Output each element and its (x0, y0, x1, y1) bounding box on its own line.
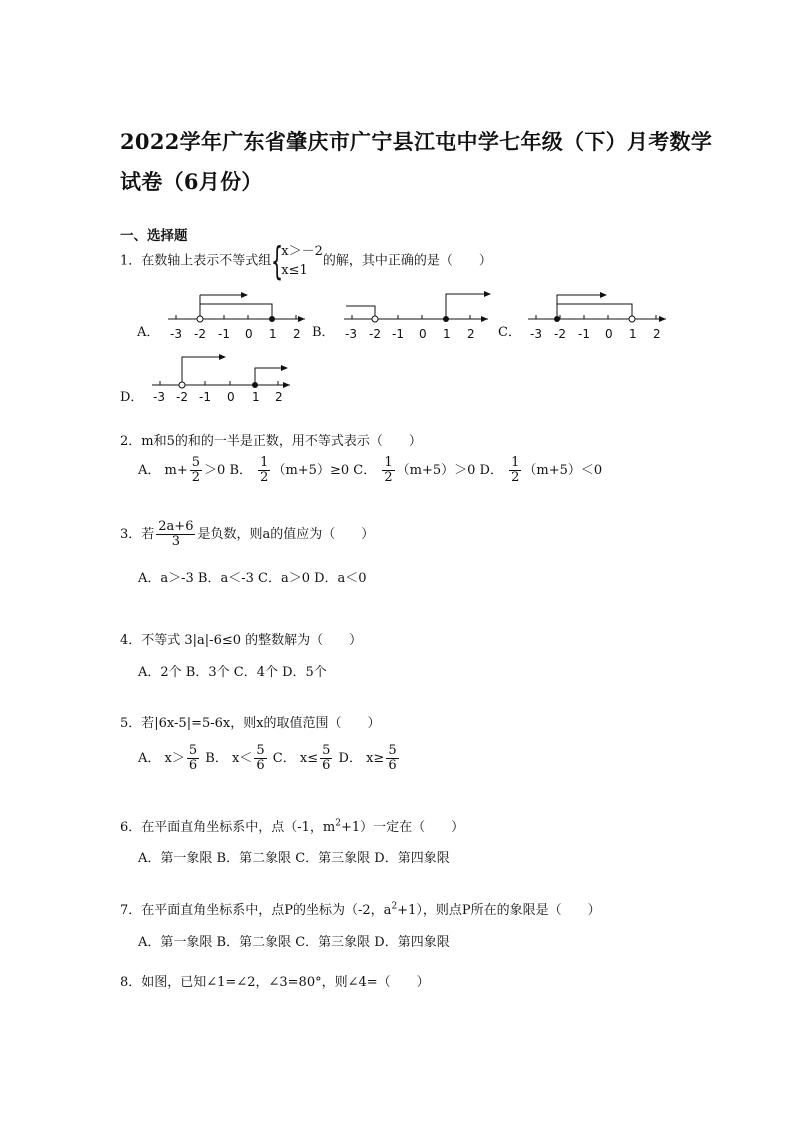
tick-label: -1 (578, 327, 590, 341)
tick-label: 2 (275, 390, 283, 404)
fraction: $\frac{5}{6}$ (322, 743, 331, 773)
tick-label: 2 (467, 327, 475, 341)
option-a-tail: ＞0 (204, 463, 226, 478)
section-heading: 一、选择题 (120, 228, 188, 244)
fraction: $\frac{1}{2}$ (511, 455, 520, 485)
q3-options: A．a＞-3 B．a＜-3 C．a＞0 D．a＜0 (138, 571, 367, 586)
tick-label: -3 (530, 327, 542, 341)
q6-stem: 6．在平面直角坐标系中，点（-1，m (120, 820, 336, 835)
tick-label: -3 (345, 327, 357, 341)
tick-label: 0 (419, 327, 427, 341)
q1-prefix: 1．在数轴上表示不等式组 (120, 253, 272, 269)
question-8: 8．如图，已知∠1=∠2，∠3=80°，则∠4=（ ） (120, 975, 430, 990)
option-b-expr: x＜ (232, 751, 253, 766)
tick-label: 2 (293, 327, 301, 341)
option-a-expr: m+ (164, 463, 188, 478)
option-label: A． (138, 751, 161, 766)
superscript: 2 (391, 901, 398, 912)
tick-label: -2 (554, 327, 566, 341)
question-4: 4．不等式 3|a|-6≤0 的整数解为（ ） (120, 633, 363, 648)
option-c-tail: （m+5）＞0 (396, 463, 476, 478)
option-d-tail: （m+5）＜0 (523, 463, 603, 478)
q4-options: A．2个 B．3个 C．4个 D．5个 (138, 665, 327, 680)
superscript: 2 (335, 818, 341, 829)
option-d-expr: x≥ (366, 751, 385, 766)
tick-label: -2 (194, 327, 206, 341)
number-line-d (145, 350, 295, 410)
q7-stem: 7．在平面直角坐标系中，点P的坐标为（-2，a (120, 903, 392, 918)
q1-option-d-label: D． (120, 390, 144, 405)
inequality-system: { x＞－2 x≤1 (271, 239, 323, 283)
option-label: B． (205, 751, 228, 766)
question-2: 2．m和5的和的一半是正数，用不等式表示（ ） (120, 434, 422, 449)
tick-label: 1 (269, 327, 277, 341)
question-3 (120, 520, 374, 549)
q7-options: A．第一象限 B．第二象限 C．第三象限 D．第四象限 (138, 935, 450, 950)
tick-label: -1 (218, 327, 230, 341)
tick-label: 2 (653, 327, 661, 341)
option-label: C． (272, 751, 296, 766)
fraction: $\frac{5}{6}$ (388, 743, 397, 773)
option-label: B． (229, 463, 253, 478)
question-6 (120, 816, 464, 835)
tick-label: -3 (170, 327, 182, 341)
q6-options: A．第一象限 B．第二象限 C．第三象限 D．第四象限 (138, 851, 450, 866)
option-label: A． (138, 463, 161, 478)
tick-label: -3 (153, 390, 165, 404)
tick-label: 0 (605, 327, 613, 341)
tick-label: -2 (176, 390, 188, 404)
fraction: $\frac{5}{6}$ (256, 743, 265, 773)
inequality-2: x≤1 (281, 263, 308, 278)
fraction: $\frac{5}{6}$ (188, 743, 198, 773)
title-line-2: 试卷（6月份） (120, 169, 263, 194)
q1-suffix: 的解，其中正确的是（ ） (322, 253, 492, 269)
q6-stem-tail: +1）一定在（ ） (341, 820, 465, 835)
q3-prefix: 3．若 (120, 527, 155, 542)
tick-label: 1 (252, 390, 260, 404)
number-line-b (338, 286, 493, 346)
q2-options (138, 456, 602, 485)
tick-label: -1 (199, 390, 211, 404)
tick-label: 1 (629, 327, 637, 341)
fraction: $\frac{1}{2}$ (260, 455, 269, 485)
option-label: D． (479, 463, 503, 478)
option-a-expr: x＞ (164, 751, 185, 766)
tick-label: -2 (369, 327, 381, 341)
q1-option-c-label: C． (498, 325, 521, 340)
title-line-1: 2022学年广东省肇庆市广宁县江屯中学七年级（下）月考数学 (120, 129, 713, 154)
option-label: D． (338, 751, 362, 766)
tick-label: 0 (245, 327, 253, 341)
option-c-expr: x≤ (299, 751, 319, 766)
fraction: $\frac{1}{2}$ (384, 455, 393, 485)
number-line-a (160, 286, 310, 346)
number-line-c (522, 286, 672, 346)
option-label: C． (353, 463, 377, 478)
fraction: $\frac{5}{2}$ (191, 455, 201, 485)
tick-label: 1 (443, 327, 451, 341)
question-5: 5．若|6x-5|=5-6x，则x的取值范围（ ） (120, 716, 381, 731)
q1-option-b-label: B． (312, 325, 335, 340)
fraction: $\frac{2a+6}{3}$ (158, 519, 194, 549)
q1-option-a-label: A． (137, 325, 160, 340)
option-b-tail: （m+5）≥0 (272, 463, 350, 478)
question-7 (120, 899, 601, 918)
tick-label: -1 (392, 327, 404, 341)
tick-label: 0 (227, 390, 235, 404)
q3-suffix: 是负数，则a的值应为（ ） (197, 527, 375, 542)
question-1 (120, 239, 492, 283)
q7-stem-tail: +1），则点P所在的象限是（ ） (397, 903, 601, 918)
q5-options (138, 744, 401, 773)
inequality-1: x＞－2 (281, 244, 323, 259)
